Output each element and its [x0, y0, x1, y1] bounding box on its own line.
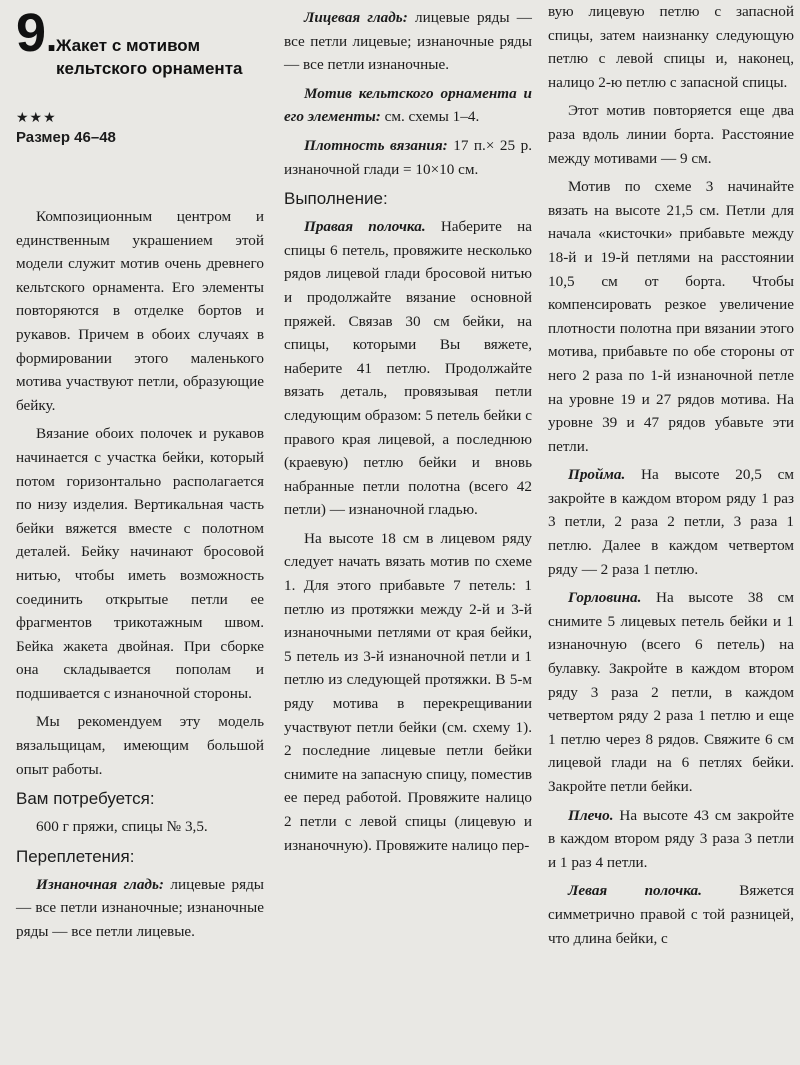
shoulder-label: Плечо.	[568, 806, 614, 824]
armhole-paragraph: Пройма. На высоте 20,5 см закройте в каждом втором ряду 1 раз 3 петли, 2 раза 2 петли, 3 раза 1 петлю. Далее в каждом четвертом ряду — 2 раза 1 петлю.	[548, 466, 794, 578]
column-3	[548, 0, 794, 955]
column-1	[16, 0, 264, 949]
continuation-paragraph: вую лицевую петлю с запасной спицы, затем наизнанку следующую петлю с левой спицы и, наконец, налицо 2-ю петлю с запасной спицы.	[548, 3, 794, 91]
left-front-label: Левая полочка.	[568, 882, 702, 900]
reverse-stockinette-paragraph: Изнаночная гладь: лицевые ряды — все петли изнаночные; изнаночные ряды — все петли лицевые.	[16, 875, 265, 941]
stitches-heading: Переплетения:	[16, 846, 135, 866]
article-number: 9.	[16, 3, 58, 63]
difficulty-stars: ★★★	[16, 110, 57, 126]
materials-heading: Вам потребуется:	[16, 789, 155, 809]
title-line-2: кельтского орнамента	[56, 59, 243, 78]
instructions-heading: Выполнение:	[284, 189, 388, 209]
size-label: Размер 46–48	[16, 129, 116, 146]
title-line-1: Жакет с мотивом	[56, 36, 201, 55]
gauge-label: Плотность вязания:	[304, 136, 448, 154]
right-front-label: Правая полочка.	[304, 218, 426, 236]
neckline-paragraph: Горловина. На высоте 38 см снимите 5 лицевых петель бейки и 1 изнаночную (всего 6 петель) на булавку. Закройте в каждом втором ряду 3 раза 2 петли, в каждом четвертом ряду 2 раза 1 петлю и еще 1 петлю через 8 рядов. Свяжите 6 см лицевой глади на 6 петлях бейки. Закройте петли бейки.	[548, 589, 794, 795]
motif-start-paragraph: На высоте 18 см в лицевом ряду следует начать вязать мотив по схеме 1. Для этого прибавьте 7 петель: 1 петлю из протяжки между 2-й и 3-й изнаночными петлями от края бейки, 5 петель из 3-й изнаночной петли и 1 петлю из следующей протяжки. В 5-м ряду мотива в перекрещивании участвуют петли бейки (см. схему 1). 2 последние лицевые петли бейки снимите на запасную спицу, поместив ее перед работой. Провяжите налицо 2 петли с левой спицы (лицевую и изнаночную). Провяжите налицо пер-	[284, 529, 532, 854]
article-title	[56, 34, 242, 80]
stockinette-paragraph: Лицевая гладь: лицевые ряды — все петли лицевые; изнаночные ряды — все петли изнаночные.	[284, 9, 532, 74]
construction-paragraph: Вязание обоих полочек и рукавов начинается с участка бейки, который потом горизонтально располагается по низу изделия. Вертикальная часть бейки вяжется вместе с полотном деталей. Бейку начинают бросовой нитью, чтобы иметь возможность соединить открытые петли ее фрагментов трикотажным швом. Бейка жакета двойная. При сборке она складывается пополам и подшивается с изнаночной стороны.	[16, 425, 264, 702]
gauge-paragraph: Плотность вязания: 17 п.× 25 р. изнаночной глади = 10×10 см.	[284, 136, 532, 178]
neckline-label: Горловина.	[568, 589, 642, 607]
recommendation-paragraph: Мы рекомендуем эту модель вязальщицам, имеющим большой опыт работы.	[16, 713, 264, 778]
motif-repeat-paragraph: Этот мотив повторяется еще два раза вдоль линии борта. Расстояние между мотивами — 9 см.	[548, 102, 794, 167]
scheme-3-paragraph: Мотив по схеме 3 начинайте вязать на высоте 21,5 см. Петли для начала «кисточки» прибавьте между 18-й и 19-й петлями на расстоянии 10,5 см от борта. Чтобы компенсировать резкое увеличение плотности полотна при вязании этого мотива, прибавьте по обе стороны от него 2 раза по 1-й изнаночной петле на уровне 19 и 27 рядов мотива. На уровне 39 и 47 рядов убавьте эти петли.	[548, 178, 794, 455]
motif-label: Мотив кельтского орнамента и его элементы:	[284, 84, 532, 126]
materials-text: 600 г пряжи, спицы № 3,5.	[36, 818, 208, 836]
shoulder-paragraph: Плечо. На высоте 43 см закройте в каждом втором ряду 3 раза 3 петли и 1 раз 4 петли.	[548, 806, 794, 871]
motif-paragraph: Мотив кельтского орнамента и его элементы: см. схемы 1–4.	[284, 84, 532, 126]
right-front-paragraph: Правая полочка. Наберите на спицы 6 петель, провяжите несколько рядов лицевой глади бросовой нитью и продолжайте вязание основной пряжей. Связав 30 см бейки, на спицы, которыми Вы вяжете, наберите 41 петлю. Продолжайте вязать деталь, провязывая петли следующим образом: 5 петель бейки с правого края лицевой, а последнюю (краевую) петлю бейки и вновь набранные петли полотна (всего 42 петли) — изнаночной гладью.	[284, 218, 532, 519]
stockinette-label: Лицевая гладь:	[304, 9, 408, 26]
left-front-paragraph: Левая полочка. Вяжется симметрично правой с той разницей, что длина бейки, с	[548, 882, 794, 947]
intro-paragraph: Композиционным центром и единственным украшением этой модели служит мотив очень древнего кельтского орнамента. Его элементы повторяются в отделке бортов и рукавов. Причем в обоих случаях в формировании этого маленького мотива участвуют петли, образующие бейку.	[16, 208, 264, 414]
column-2	[284, 0, 532, 862]
reverse-stockinette-label: Изнаночная гладь:	[36, 875, 164, 893]
article-header	[16, 0, 264, 78]
armhole-label: Пройма.	[568, 466, 626, 484]
